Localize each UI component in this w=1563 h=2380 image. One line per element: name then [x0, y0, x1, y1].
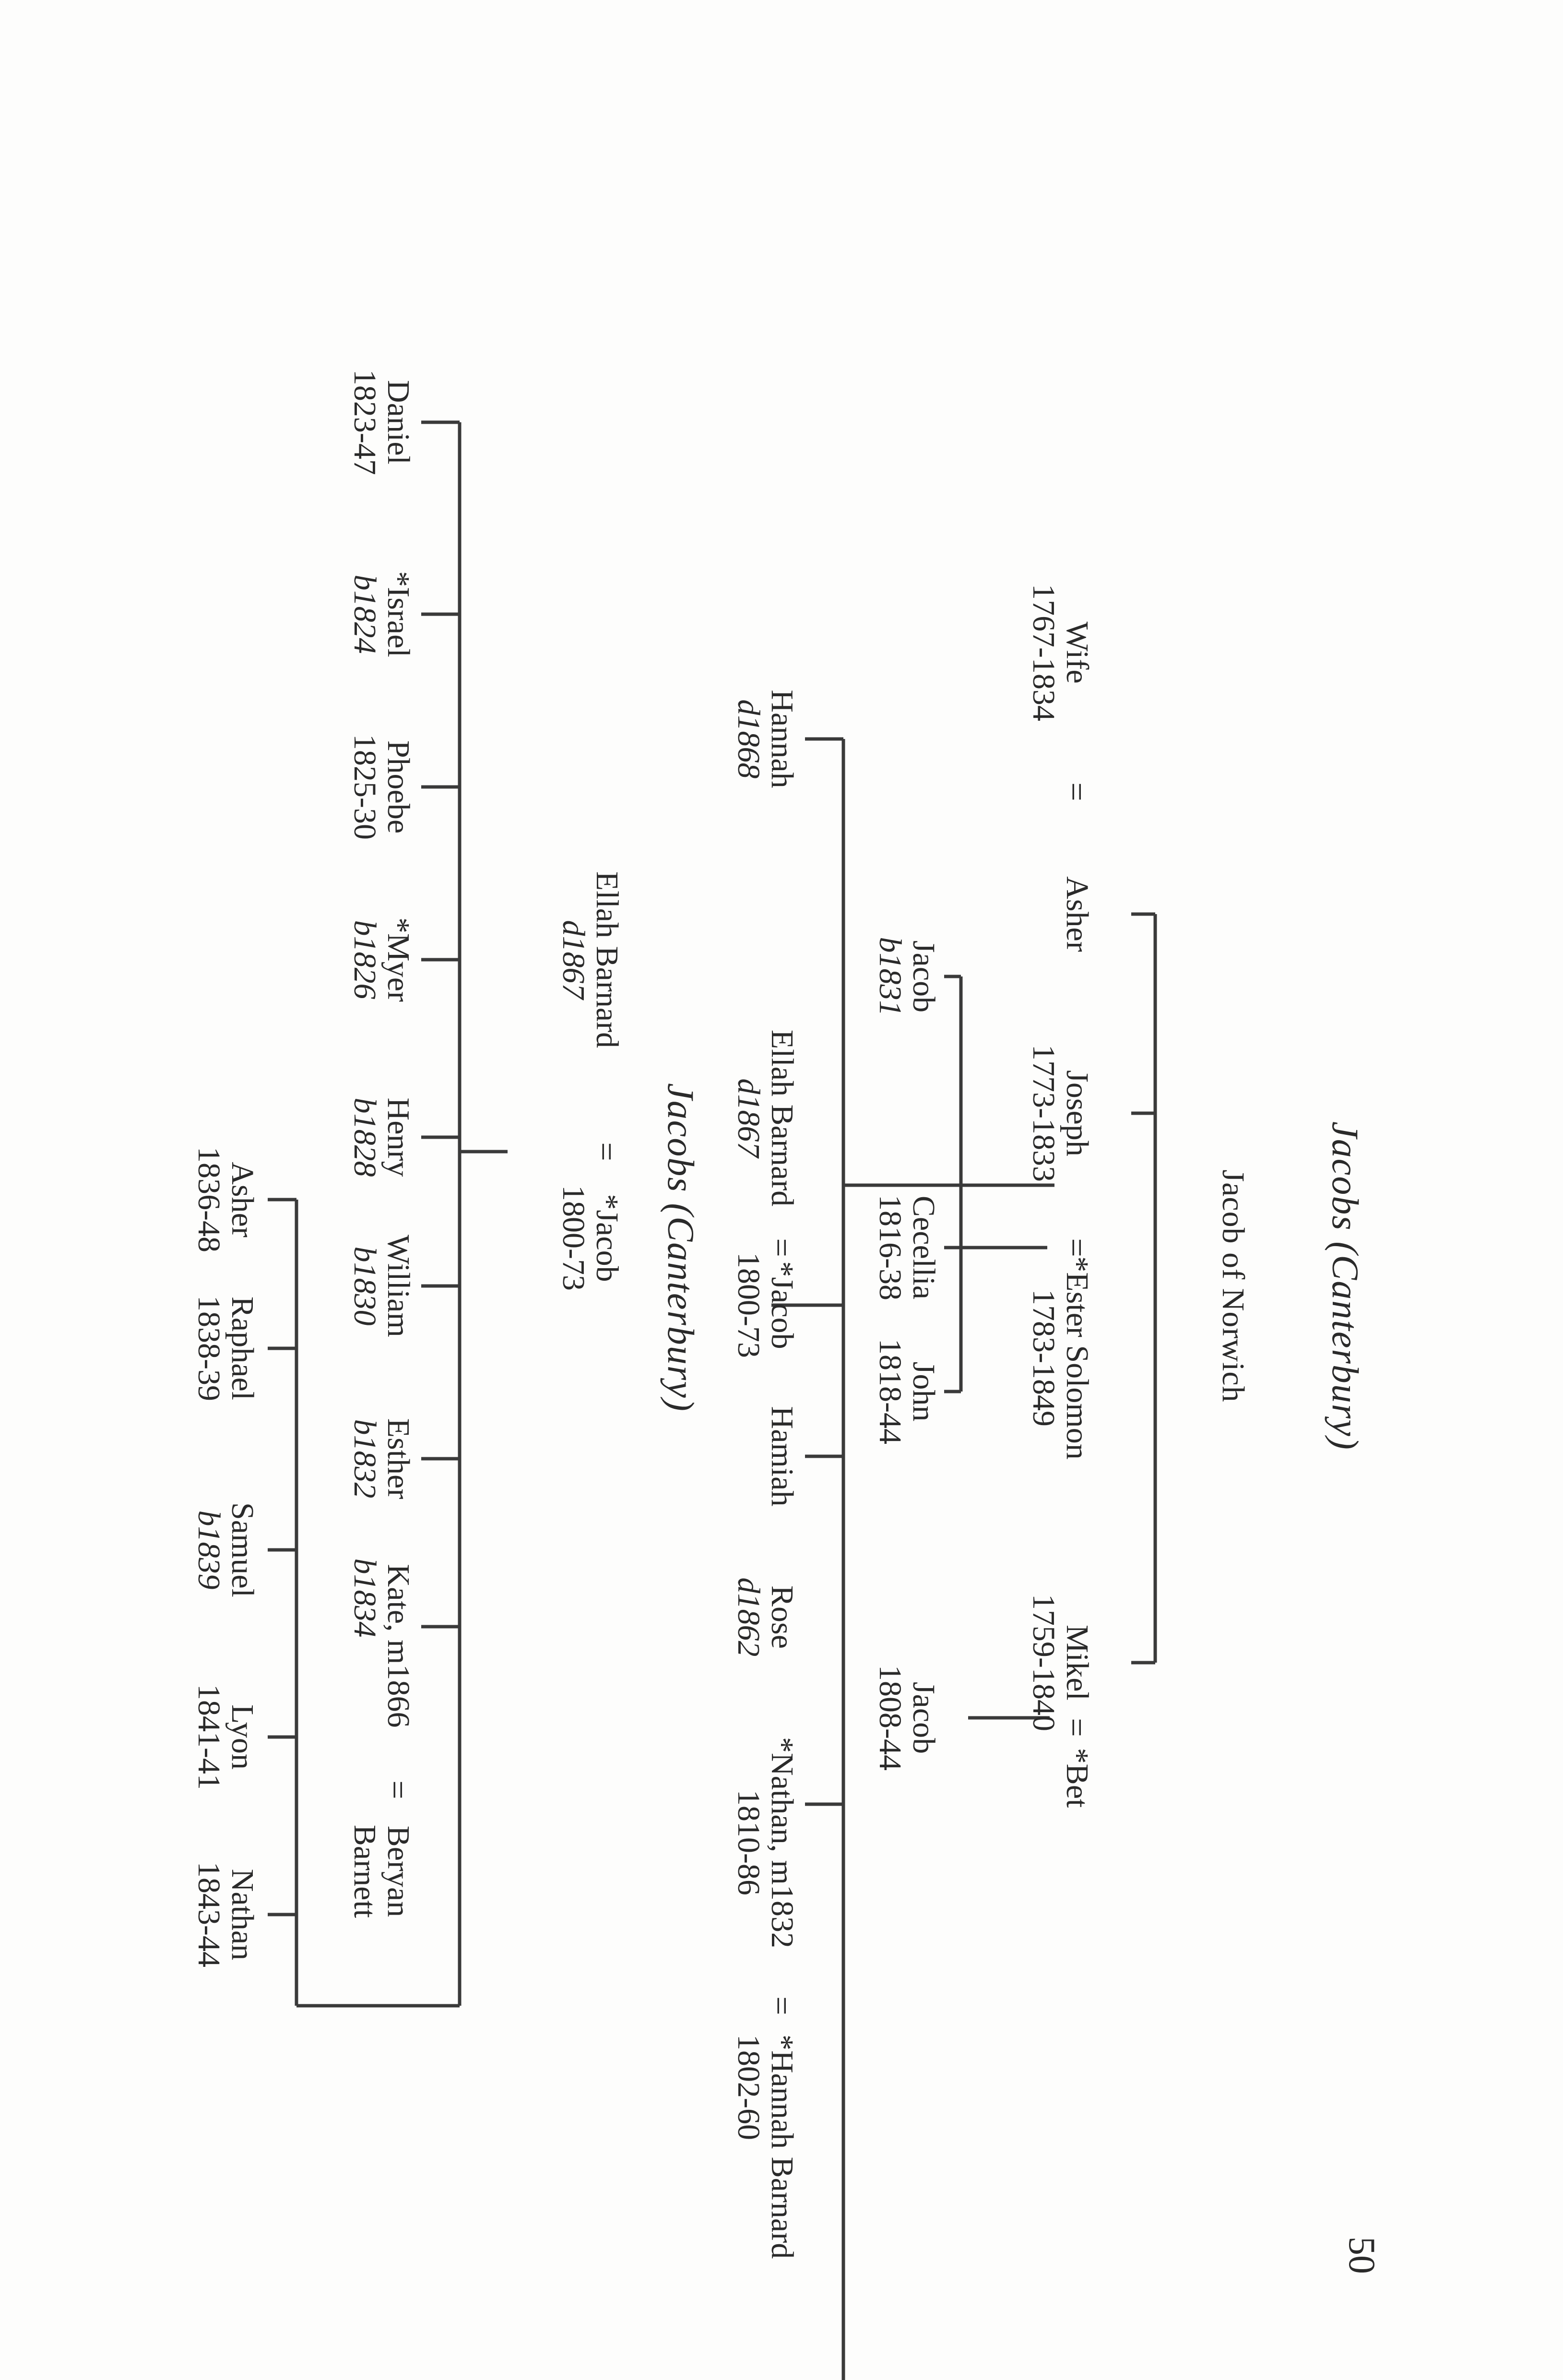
- jacob-child-name: Asher: [225, 1162, 260, 1238]
- asher-child-name: *Jacob: [765, 1261, 800, 1349]
- joseph-child-dates: 1818-44: [873, 1339, 908, 1444]
- jacob-child-dates: b1839: [191, 1510, 226, 1590]
- jacob-child-name: Lyon: [225, 1704, 260, 1770]
- asher-child-marriage-sign: =: [763, 1238, 800, 1257]
- joseph-child-name: John: [906, 1361, 941, 1422]
- asher-child-name: Hannah: [765, 690, 800, 788]
- joseph-spouse-dates: 1783-1849: [1026, 1289, 1061, 1427]
- asher-spouse-dates: 1767-1834: [1026, 584, 1061, 721]
- asher-spouse-name: Wife: [1060, 621, 1095, 684]
- jacob-child-spouse-dates: Barnett: [347, 1824, 382, 1918]
- mikel-spouse-name: *Bet: [1060, 1748, 1095, 1808]
- tree1-title: Jacobs (Canterbury): [1325, 1121, 1366, 1451]
- asher-child-dates: d1862: [731, 1577, 766, 1657]
- mikel-child-name: Jacob: [906, 1681, 941, 1754]
- mikel-marriage-sign: =: [1058, 1718, 1095, 1737]
- jacob-child-dates: b1824: [347, 574, 382, 654]
- page-number: 50: [1341, 2237, 1383, 2274]
- jacob-child-name: Raphael: [225, 1296, 260, 1401]
- asher-child-dates: 1810-86: [731, 1790, 766, 1895]
- jacob-child-name: *Israel: [381, 571, 416, 657]
- jacob-child-spouse-name: Beryan: [381, 1825, 416, 1917]
- mikel-child-dates: 1808-44: [873, 1665, 908, 1771]
- asher-child-marriage-sign: =: [763, 1996, 800, 2015]
- joseph-marriage-sign: =: [1058, 1238, 1095, 1257]
- joseph-dates: 1773-1833: [1026, 1045, 1061, 1182]
- jacob-child-name: Nathan: [225, 1868, 260, 1961]
- jacob-child-name: *Myer: [381, 917, 416, 1002]
- joseph-child-name: Cecellia: [906, 1195, 941, 1300]
- jacob-child-dates: b1828: [347, 1097, 382, 1177]
- tree2-title: Jacobs (Canterbury): [660, 1083, 702, 1412]
- tree2-parent-a-name: Ellah Barnard: [590, 871, 625, 1048]
- asher-child-name: Hamiah: [765, 1406, 800, 1507]
- mikel-dates: 1759-1840: [1026, 1594, 1061, 1731]
- asher-child-dates: d1867: [731, 1078, 766, 1158]
- joseph-child-name: Jacob: [906, 940, 941, 1013]
- jacob-child-name: Kate, m1866: [381, 1564, 416, 1728]
- jacob-child-name: Phoebe: [381, 740, 416, 834]
- jacob-child-name: Samuel: [225, 1502, 260, 1597]
- tree2-parent-b-name: *Jacob: [590, 1194, 625, 1282]
- jacob-child-name: Henry: [381, 1097, 416, 1177]
- asher-child-name: *Nathan, m1832: [765, 1737, 800, 1948]
- jacob-child-dates: 1838-39: [191, 1296, 226, 1401]
- joseph-spouse-name: *Ester Solomon: [1060, 1256, 1095, 1460]
- asher-marriage-sign: =: [1058, 782, 1095, 801]
- asher-child-dates: 1800-73: [731, 1252, 766, 1358]
- jacob-child-dates: 1825-30: [347, 734, 382, 840]
- jacob-child-dates: b1832: [347, 1419, 382, 1499]
- joseph-child-dates: b1831: [873, 937, 908, 1016]
- jacob-child-dates: b1826: [347, 920, 382, 1000]
- tree2-parent-b-dates: 1800-73: [556, 1185, 591, 1291]
- asher-child-dates: d1868: [731, 699, 766, 779]
- jacob-child-name: Daniel: [381, 380, 416, 464]
- jacob-child-dates: 1841-41: [191, 1684, 226, 1790]
- tree2-marriage-sign: =: [588, 1142, 625, 1161]
- jacob-child-marriage-sign: =: [379, 1780, 416, 1799]
- asher-child-spouse-dates: 1802-60: [731, 2035, 766, 2140]
- asher-name: Asher: [1060, 876, 1095, 952]
- tree1-progenitor: Jacob of Norwich: [1216, 1169, 1251, 1403]
- asher-child-name: Ellah Barnard: [765, 1029, 800, 1207]
- jacob-child-dates: b1834: [347, 1558, 382, 1638]
- jacob-child-dates: 1843-44: [191, 1862, 226, 1967]
- joseph-child-dates: 1816-38: [873, 1195, 908, 1300]
- mikel-name: Mikel: [1060, 1625, 1095, 1701]
- jacob-child-dates: b1830: [347, 1246, 382, 1326]
- jacob-child-name: William: [381, 1235, 416, 1337]
- asher-child-name: Rose: [765, 1585, 800, 1649]
- asher-child-spouse-name: *Hannah Barnard: [765, 2035, 800, 2259]
- tree2-parent-a-dates: d1867: [556, 920, 591, 1000]
- joseph-name: Joseph: [1060, 1070, 1095, 1156]
- jacob-child-dates: 1823-47: [347, 369, 382, 475]
- jacob-child-dates: 1836-48: [191, 1147, 226, 1252]
- jacob-child-name: Esther: [381, 1418, 416, 1499]
